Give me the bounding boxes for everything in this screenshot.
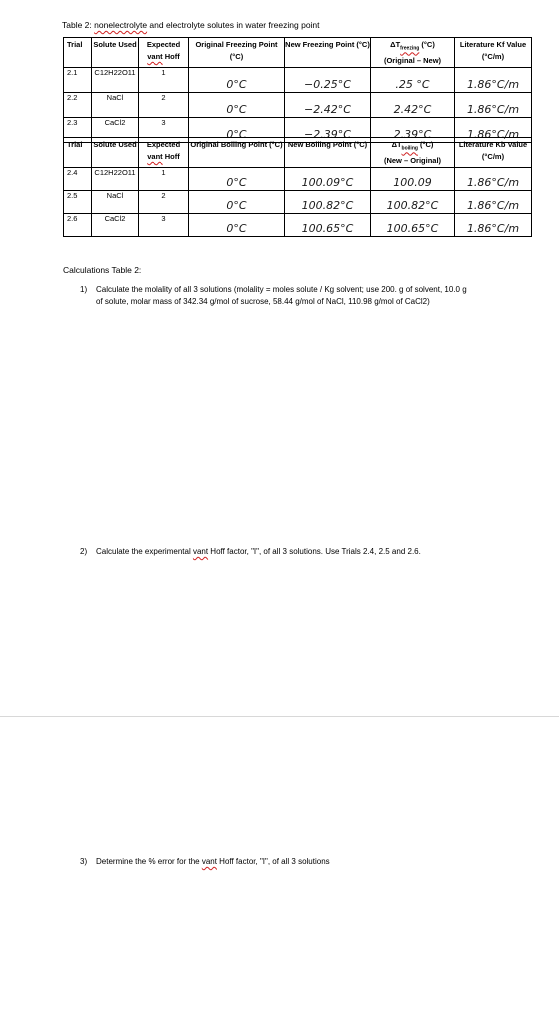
header-trial: Trial [64,138,92,168]
header-delta: $\Delta T_{freezing}$ (°C) (Original – New) [371,38,455,68]
cell-original: 0°C [189,67,285,92]
cell-literature: 1.86°C/m [455,67,532,92]
cell-literature: 1.86°C/m [455,190,532,213]
table-row [64,92,532,117]
cell-new: 100.09°C [285,167,371,190]
cell-original: 0°C [189,213,285,236]
cell-new: 100.82°C [285,190,371,213]
cell-expected: 2 [139,92,189,117]
cell-literature: 1.86°C/m [455,167,532,190]
cell-solute: CaCl2 [92,117,139,142]
cell-solute: CaCl2 [92,213,139,236]
table-row [64,167,532,190]
page-divider [0,716,559,717]
spellcheck-word: nonelectrolyte [94,20,148,30]
header-trial: Trial [64,38,92,68]
cell-trial: 2.1 [64,67,92,92]
cell-expected: 3 [139,213,189,236]
header-solute: Solute Used [92,138,139,168]
boiling-point-table [63,137,532,237]
cell-solute: C12H22O11 [92,67,139,92]
calculations-heading: Calculations Table 2: [63,265,142,275]
cell-delta: 100.09 [371,167,455,190]
table-row [64,190,532,213]
cell-original: 0°C [189,92,285,117]
cell-solute: NaCl [92,190,139,213]
header-new: New Boiling Point (°C) [285,138,371,168]
table-title: Table 2: nonelectrolyte and electrolyte solutes in water freezing point [62,20,320,30]
spellcheck-word: vant [192,547,209,556]
cell-literature: 1.86°C/m [455,213,532,236]
table-row [64,67,532,92]
header-new: New Freezing Point (°C) [285,38,371,68]
header-original: Original Boiling Point (°C) [189,138,285,168]
header-solute: Solute Used [92,38,139,68]
cell-original: 0°C [189,190,285,213]
cell-new: −2.39°C [285,117,371,142]
spellcheck-word: vant [201,857,217,866]
cell-delta: .25 °C [371,67,455,92]
cell-literature: 1.86°C/m [455,92,532,117]
cell-trial: 2.2 [64,92,92,117]
cell-delta: 100.82°C [371,190,455,213]
freezing-point-table [63,37,532,143]
cell-new: 100.65°C [285,213,371,236]
cell-expected: 2 [139,190,189,213]
cell-delta: 100.65°C [371,213,455,236]
cell-expected: 1 [139,167,189,190]
cell-delta: 2.42°C [371,92,455,117]
header-delta: $\Delta T_{boiling}$ (°C) (New – Original) [371,138,455,168]
header-expected: Expected vant Hoff [139,38,189,68]
question-1: 1) Calculate the molality of all 3 solutions (molality = moles solute / Kg solvent; use 200. g of solvent, 10.0 g of solute, molar mass of 342.34 g/mol of sucrose, 58.44 g/mol of NaCl, 110.98 g/mol of CaCl2) [80,285,467,306]
table-header-row [64,38,532,68]
cell-solute: NaCl [92,92,139,117]
question-3: 3) Determine the % error for the vant Hoff factor, "I", of all 3 solutions [80,857,330,866]
cell-original: 0°C [189,167,285,190]
cell-expected: 1 [139,67,189,92]
cell-new: −0.25°C [285,67,371,92]
header-literature: Literature Kb Value (°C/m) [455,138,532,168]
cell-trial: 2.5 [64,190,92,213]
cell-expected: 3 [139,117,189,142]
cell-delta: 2.39°C [371,117,455,142]
header-original: Original Freezing Point (°C) [189,38,285,68]
cell-original: 0°C [189,117,285,142]
header-expected: Expected vant Hoff [139,138,189,168]
header-literature: Literature Kf Value (°C/m) [455,38,532,68]
table-row [64,213,532,236]
cell-solute: C12H22O11 [92,167,139,190]
question-2: 2) Calculate the experimental vant Hoff factor, "I", of all 3 solutions. Use Trials 2.4, 2.5 and 2.6. [80,547,421,556]
cell-trial: 2.3 [64,117,92,142]
cell-trial: 2.4 [64,167,92,190]
table-header-row [64,138,532,168]
cell-trial: 2.6 [64,213,92,236]
cell-literature: 1.86°C/m [455,117,532,142]
cell-new: −2.42°C [285,92,371,117]
